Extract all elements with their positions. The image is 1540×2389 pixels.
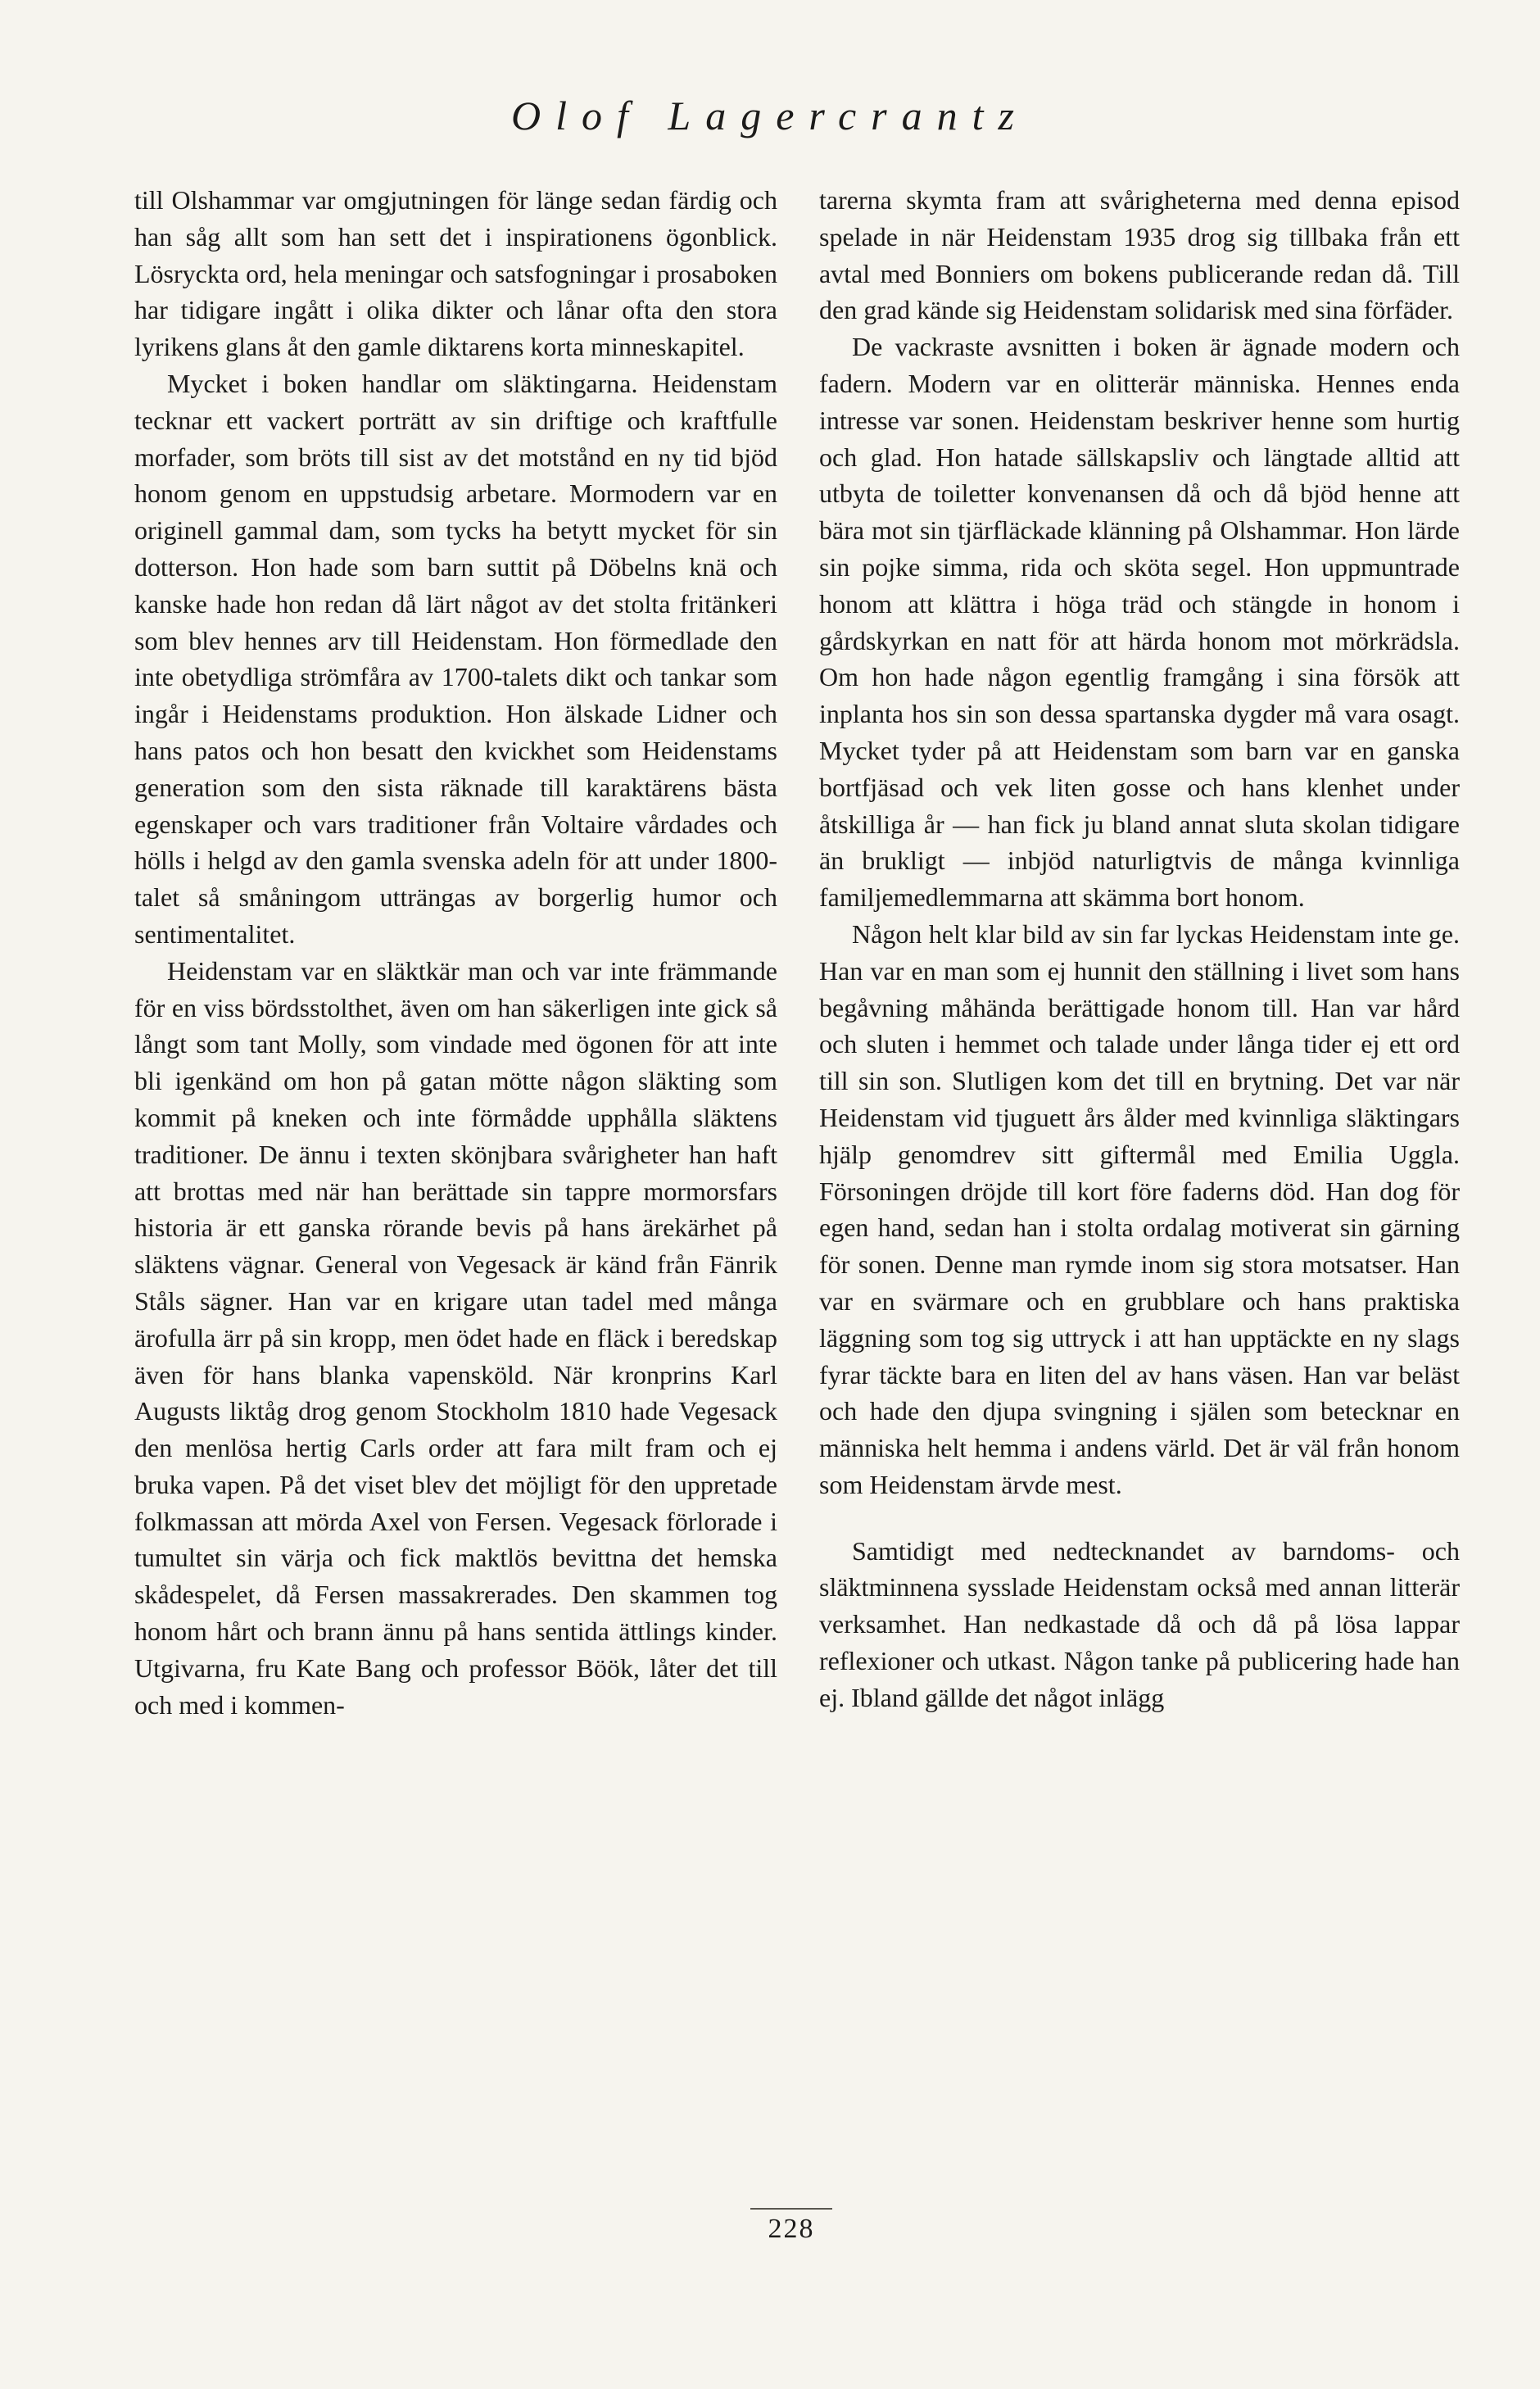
right-paragraph-2: De vackraste avsnitten i boken är ägnade modern och fadern. Modern var en olitterär människa. Hennes enda intresse var sonen. Heidenstam beskriver henne som hurtig och glad. Hon hatade sällskapsliv och längtade alltid att utbyta de toiletter konvenansen då och då bjöd henne att bära mot sin tjärfläckade klänning på Olshammar. Hon lärde sin pojke simma, rida och sköta segel. Hon uppmuntrade honom att klättra i höga träd och stängde in honom i gårdskyrkan en natt för att härda honom mot mörkrädsla. Om hon hade någon egentlig framgång i sina försök att inplanta hos sin son dessa spartanska dygder må vara osagt. Mycket tyder på att Heidenstam som barn var en ganska bortfjäsad och vek liten gosse och hans klenhet under åtskilliga år — han fick ju bland annat sluta skolan tidigare än brukligt — inbjöd naturligtvis de många kvinnliga familjemedlemmarna att skämma bort honom. bbox=[819, 332, 1460, 913]
page-number: 228 bbox=[768, 2214, 815, 2244]
right-paragraph-4: Samtidigt med nedtecknandet av barndoms- och släktminnena sysslade Heidenstam också med annan litterär verksamhet. Han nedkastade då och då på lösa lappar reflexioner och utkast. Någon tanke på publicering hade han ej. Ibland gällde det något inlägg bbox=[819, 1535, 1460, 1712]
right-column bbox=[819, 182, 1460, 1716]
running-header: Olof Lagercrantz bbox=[511, 93, 1029, 138]
left-paragraph-1: till Olshammar var omgjutningen för länge sedan färdig och han såg allt som han sett det i inspirationens ögonblick. Lösryckta ord, hela meningar och satsfogningar i prosaboken har tidigare ingått i olika dikter och lånar ofta den stora lyrikens glans åt den gamle diktarens korta minneskapitel. bbox=[134, 185, 777, 362]
left-paragraph-3: Heidenstam var en släktkär man och var inte främmande för en viss bördsstolthet, även om han säkerligen inte gick så långt som tant Molly, som vindade med ögonen för att inte bli igenkänd om hon på gatan mötte någon släkting som kommit på kneken och inte förmådde upphålla släktens traditioner. De ännu i texten skönjbara svårigheter han haft att brottas med när han berättade sin tappre mormorsfars historia är ett ganska rörande bevis på hans ärekärhet på släktens vägnar. General von Vegesack är känd från Fänrik Ståls sägner. Han var en krigare utan tadel med många ärofulla ärr på sin kropp, men ödet hade en fläck i beredskap även för hans blanka vapensköld. När kronprins Karl Augusts liktåg drog genom Stockholm 1810 hade Vegesack den menlösa hertig Carls order att fara milt fram och ej bruka vapen. På det viset blev det möjligt för den uppretade folkmassan att mörda Axel von Fersen. Vegesack förlorade i tumultet sin värja och fick maktlös bevittna det hemska skådespelet, då Fersen massakrerades. Den skammen tog honom hårt och brann ännu på hans sentida ättlings kinder. Utgivarna, fru Kate Bang och professor Böök, låter det till och med i kommen- bbox=[134, 955, 777, 1720]
right-paragraph-3: Någon helt klar bild av sin far lyckas Heidenstam inte ge. Han var en man som ej hunnit den ställning i livet som hans begåvning måhända berättigade honom till. Han var hård och sluten i hemmet och talade under långa tider ej ett ord till sin son. Slutligen kom det till en brytning. Det var när Heidenstam vid tjuguett års ålder med kvinnliga släktingars hjälp genomdrev sitt giftermål med Emilia Uggla. Försoningen dröjde till kort före faderns död. Han dog för egen hand, sedan han i stolta ordalag motiverat sin gärning för sonen. Denne man rymde inom sig stora motsatser. Han var en svärmare och en grubblare och hans praktiska läggning som tog sig uttryck i att han upptäckte en ny slags fyrar täckte bara en liten del av hans väsen. Han var beläst och hade den djupa svingning i själen som betecknar en människa helt hemma i andens värld. Det är väl från honom som Heidenstam ärvde mest. bbox=[819, 918, 1460, 1499]
right-paragraph-1: tarerna skymta fram att svårigheterna med denna episod spelade in när Heidenstam 1935 drog sig tillbaka från ett avtal med Bonniers om bokens publicerande redan då. Till den grad kände sig Heidenstam solidarisk med sina förfäder. bbox=[819, 185, 1460, 325]
left-column bbox=[134, 182, 777, 1723]
left-paragraph-2: Mycket i boken handlar om släktingarna. Heidenstam tecknar ett vackert porträtt av sin driftige och kraftfulle morfader, som bröts till sist av det motstånd en ny tid bjöd honom genom en uppstudsig arbetare. Mormodern var en originell gammal dam, som tycks ha betytt mycket för sin dotterson. Hon hade som barn suttit på Döbelns knä och kanske hade hon redan då lärt något av det stolta fritänkeri som blev hennes arv till Heidenstam. Hon förmedlade den inte obetydliga strömfåra av 1700-talets dikt och tankar som ingår i Heidenstams produktion. Hon älskade Lidner och hans patos och hon besatt den kvickhet som Heidenstams generation som den sista räknade till karaktärens bästa egenskaper och vars traditioner från Voltaire vårdades och hölls i helgd av den gamla svenska adeln för att under 1800-talet så småningom utträngas av borgerlig humor och sentimentalitet. bbox=[134, 368, 777, 949]
footer-rule bbox=[750, 2208, 832, 2210]
